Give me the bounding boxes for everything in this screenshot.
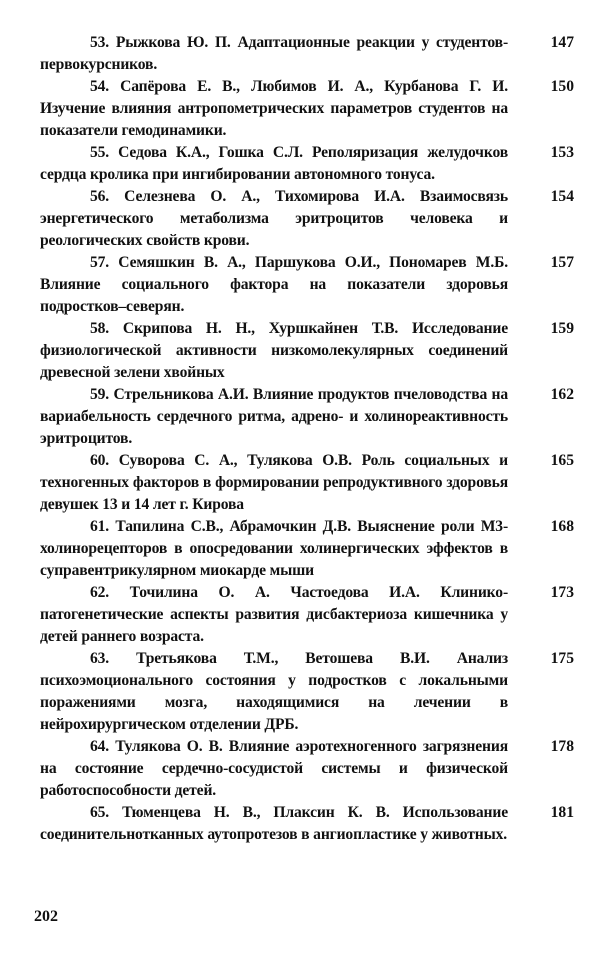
entry-page-number: 178 (550, 738, 574, 755)
entry-page-number: 181 (550, 804, 574, 821)
entry-title: 64. Тулякова О. В. Влияние аэротехногенного загрязнения на состояние сердечно-сосудистой системы и физической работоспособности детей. (40, 738, 508, 799)
toc-entry (40, 186, 574, 252)
footer-page-number: 202 (34, 908, 58, 925)
entry-title: 54. Сапёрова Е. В., Любимов И. А., Курбанова Г. И. Изучение влияния антропометрических параметров студентов на показатели гемодинамики. (40, 78, 508, 139)
toc-entry (40, 648, 574, 736)
entry-title: 62. Точилина О. А. Частоедова И.А. Клинико-патогенетические аспекты развития дисбактериоза кишечника у детей раннего возраста. (40, 584, 508, 645)
entry-title: 63. Третьякова Т.М., Ветошева В.И. Анализ психоэмоционального состояния у подростков с локальными поражениями мозга, находящимися на лечении в нейрохирургическом отделении ДРБ. (40, 650, 508, 733)
toc-entry (40, 582, 574, 648)
entry-page-number: 173 (550, 584, 574, 601)
entry-title: 55. Седова К.А., Гошка С.Л. Реполяризация желудочков сердца кролика при ингибировании автономного тонуса. (40, 144, 508, 183)
entry-page-number: 150 (550, 78, 574, 95)
entry-title: 60. Суворова С. А., Тулякова О.В. Роль социальных и техногенных факторов в формировании репродуктивного здоровья девушек 13 и 14 лет г. Кирова (40, 452, 508, 513)
toc-entry (40, 318, 574, 384)
entry-page-number: 165 (550, 452, 574, 469)
toc-entry (40, 32, 574, 76)
entry-title: 61. Тапилина С.В., Абрамочкин Д.В. Выяснение роли М3-холинорецепторов в опосредовании холинергических эффектов в суправентрикулярном миокарде мыши (40, 518, 508, 579)
entry-page-number: 168 (550, 518, 574, 535)
entry-title: 53. Рыжкова Ю. П. Адаптационные реакции у студентов-первокурсников. (40, 34, 508, 73)
entry-page-number: 153 (550, 144, 574, 161)
entry-page-number: 154 (550, 188, 574, 205)
toc-entry (40, 384, 574, 450)
toc-entry (40, 450, 574, 516)
toc-entry (40, 142, 574, 186)
entry-title: 57. Семяшкин В. А., Паршукова О.И., Пономарев М.Б. Влияние социального фактора на показатели здоровья подростков–северян. (40, 254, 508, 315)
table-of-contents (40, 32, 574, 846)
entry-title: 65. Тюменцева Н. В., Плаксин К. В. Использование соединительнотканных аутопротезов в ангиопластике у животных. (40, 804, 508, 843)
entry-page-number: 162 (550, 386, 574, 403)
entry-title: 59. Стрельникова А.И. Влияние продуктов пчеловодства на вариабельность сердечного ритма, адрено- и холинореактивность эритроцитов. (40, 386, 508, 447)
toc-entry (40, 802, 574, 846)
toc-entry (40, 736, 574, 802)
entry-page-number: 175 (550, 650, 574, 667)
entry-title: 58. Скрипова Н. Н., Хуршкайнен Т.В. Исследование физиологической активности низкомолекулярных соединений древесной зелени хвойных (40, 320, 508, 381)
toc-entry (40, 76, 574, 142)
entry-page-number: 159 (550, 320, 574, 337)
toc-entry (40, 252, 574, 318)
entry-page-number: 147 (550, 34, 574, 51)
toc-entry (40, 516, 574, 582)
entry-title: 56. Селезнева О. А., Тихомирова И.А. Взаимосвязь энергетического метаболизма эритроцитов человека и реологических свойств крови. (40, 188, 508, 249)
entry-page-number: 157 (550, 254, 574, 271)
